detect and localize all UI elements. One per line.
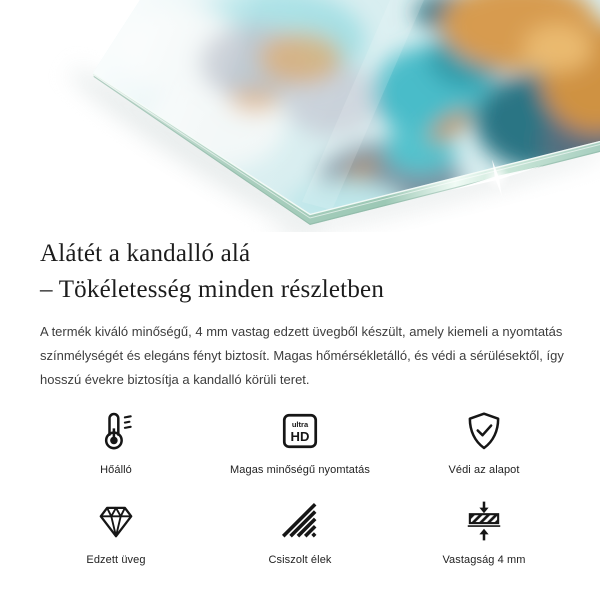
product-image xyxy=(0,0,600,232)
feature-label: Edzett üveg xyxy=(86,554,146,566)
feature-item-print-quality xyxy=(208,408,392,476)
svg-text:ultra: ultra xyxy=(291,419,309,429)
feature-item-tempered-glass xyxy=(24,498,208,566)
feature-label: Vastagság 4 mm xyxy=(442,554,526,566)
shield-check-icon xyxy=(462,408,506,454)
feature-item-heat-resistant xyxy=(24,408,208,476)
page-title xyxy=(40,236,600,308)
polished-edges-icon xyxy=(278,498,322,544)
feature-label: Védi az alapot xyxy=(448,464,520,476)
feature-item-polished-edges xyxy=(208,498,392,566)
ultra-hd-icon xyxy=(278,408,322,454)
glass-panel-illustration xyxy=(0,0,600,232)
feature-label: Hőálló xyxy=(100,464,132,476)
feature-item-thickness xyxy=(392,498,576,566)
product-description: A termék kiváló minőségű, 4 mm vastag edzett üvegből készült, amely kiemeli a nyomtatás színmélységét és elegáns fényt biztosít. Magas hőmérsékletálló, és védi a sérülésektől, így hosszú évekre biztosítja a kandalló körüli teret. xyxy=(40,324,564,387)
feature-item-protects-base xyxy=(392,408,576,476)
diamond-icon xyxy=(94,498,138,544)
marble-print xyxy=(0,0,600,232)
thermometer-icon xyxy=(94,408,138,454)
features-grid xyxy=(24,408,576,566)
thickness-icon xyxy=(462,498,506,544)
feature-label: Csiszolt élek xyxy=(268,554,332,566)
svg-text:HD: HD xyxy=(290,428,310,444)
page-title-line-2: – Tökéletesség minden részletben xyxy=(40,276,385,303)
page-title-line-1: Alátét a kandalló alá xyxy=(40,240,251,267)
feature-label: Magas minőségű nyomtatás xyxy=(230,464,370,476)
